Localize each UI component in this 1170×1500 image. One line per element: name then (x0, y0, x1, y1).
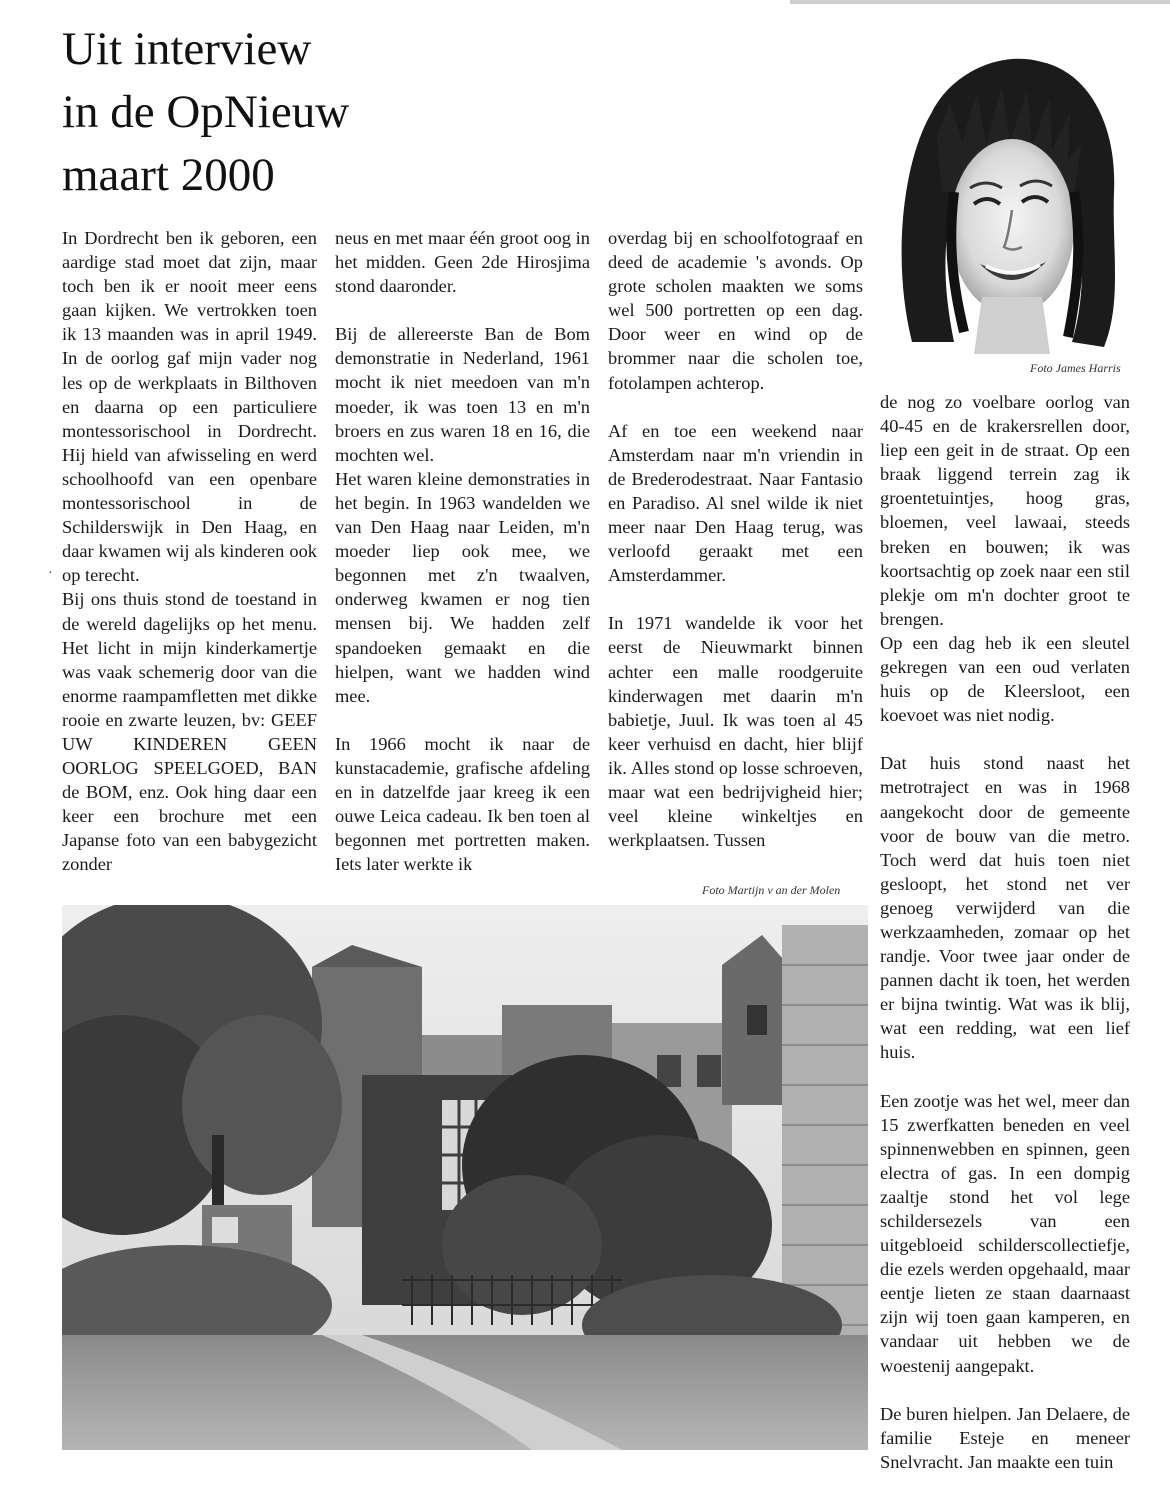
portrait-photo (882, 42, 1132, 354)
title-line-3: maart 2000 (62, 149, 275, 201)
paragraph: Het waren kleine demonstraties in het begin. In 1963 wandelden we van Den Haag naar Leiden, m'n moeder liep ook mee, we begonnen met z'n twaalven, onderweg kwamen er nog tien mensen bij. We hadden zelf spandoeken gemaakt en die hielpen, want we hadden wind mee. (335, 468, 590, 706)
paragraph: neus en met maar één groot oog in het midden. Geen 2de Hirosjima stond daaronder. (335, 228, 590, 297)
paragraph: In 1966 mocht ik naar de kunstacademie, grafische afdeling en in datzelfde jaar kreeg ik een ouwe Leica cadeau. Ik ben toen al begonnen met portretten maken. Iets later werkte ik (335, 733, 590, 875)
paragraph: Bij de allereerste Ban de Bom demonstratie in Nederland, 1961 mocht ik niet meedoen van m'n moeder, ik was toen 13 en m'n broers en zus waren 18 en 16, die mochten wel. (335, 324, 590, 465)
text-column-2 (335, 226, 590, 876)
text-column-1 (62, 226, 317, 877)
house-photo (62, 905, 868, 1450)
photo-credit: Foto Martijn v an der Molen (702, 883, 841, 897)
text-column-3 (608, 226, 863, 852)
house-illustration (62, 905, 868, 1450)
margin-mark: · (48, 566, 53, 581)
paragraph: Dat huis stond naast het metrotraject en was in 1968 aangekocht door de gemeente voor de bouw van die metro. Toch werd dat huis toen niet gesloopt, het stond net ver genoeg verwijderd van die werkzaamheden, zomaar op het randje. Voor twee jaar onder de pannen dacht ik toen, het werden er bijna twintig. Wat was ik blij, wat een redding, wat een lief huis. (880, 753, 1130, 1063)
paragraph: overdag bij en schoolfotograaf en deed de academie 's avonds. Op grote scholen maakten we soms wel 500 portretten op een dag. Door weer en wind op de brommer naar die scholen toe, fotolampen achterop. (608, 228, 863, 393)
scan-edge (790, 0, 1170, 4)
paragraph: Af en toe een weekend naar Amsterdam naar m'n vriendin in de Brederodestraat. Naar Fantasio en Paradiso. Al snel wilde ik niet meer naar Den Haag terug, was verloofd geraakt met een Amsterdammer. (608, 420, 863, 586)
paragraph: Op een dag heb ik een sleutel gekregen van een oud verlaten huis op de Kleersloot, een koevoet was niet nodig. (880, 632, 1130, 726)
paragraph: Bij ons thuis stond de toestand in de wereld dagelijks op het menu. Het licht in mijn kinderkamertje was vaak schemerig door van die enorme raampamfletten met dikke rooie en zwarte leuzen, bv: GEEF UW KINDEREN GEEN OORLOG SPEELGOED, BAN de BOM, enz. Ook hing daar een keer een brochure met een Japanse foto van een babygezicht zonder (62, 589, 317, 875)
paragraph: De buren hielpen. Jan Delaere, de familie Esteje en meneer Snelvracht. Jan maakte een tuin (880, 1403, 1130, 1472)
page-title (62, 18, 349, 207)
title-line-2: in de OpNieuw (62, 86, 350, 138)
paragraph: de nog zo voelbare oorlog van 40-45 en de krakersrellen door, liep een geit in de straat. Op een braak liggend terrein zag ik groentetuintjes, hoog gras, bloemen, veel lawaai, steeds breken en bouwen; ik was koortsachtig op zoek naar een stil plekje om m'n dochter groot te brengen. (880, 392, 1130, 629)
portrait-illustration (882, 42, 1132, 354)
paragraph: In Dordrecht ben ik geboren, een aardige stad moet dat zijn, maar toch ben ik er nooit meer eens gaan kijken. We vertrokken toen ik 13 maanden was in april 1949. In de oorlog gaf mijn vader nog les op de werkplaats in Bilthoven en daarna op een particuliere montessorischool in Dordrecht. Hij hield van afwisseling en werd schoolhoofd van een openbare montessorischool in de Schilderswijk in Den Haag, en daar kwamen wij als kinderen ook op terecht. (62, 228, 317, 586)
paragraph: In 1971 wandelde ik voor het eerst de Nieuwmarkt binnen achter een malle roodgeruite kinderwagen met daarin m'n babietje, Juul. Ik was toen al 45 keer verhuisd en dacht, hier blijf ik. Alles stond op losse schroeven, maar wat een bedrijvigheid hier; veel kleine winkeltjes en werkplaatsen. Tussen (608, 613, 863, 851)
paragraph: Een zootje was het wel, meer dan 15 zwerfkatten beneden en veel spinnenwebben en spinnen, geen electra of gas. In een dompig zaaltje stond het vol lege schildersezels van een uitgebloeid schilderscollectiefje, die ezels werden opgehaald, maar eentje lieten ze staan daarnaast zijn wij toen gaan kamperen, en vandaar uit hebben we de woestenij aangepakt. (880, 1090, 1130, 1376)
title-line-1: Uit interview (62, 23, 312, 75)
text-column-4 (880, 390, 1130, 1474)
portrait-credit: Foto James Harris (1030, 361, 1121, 375)
